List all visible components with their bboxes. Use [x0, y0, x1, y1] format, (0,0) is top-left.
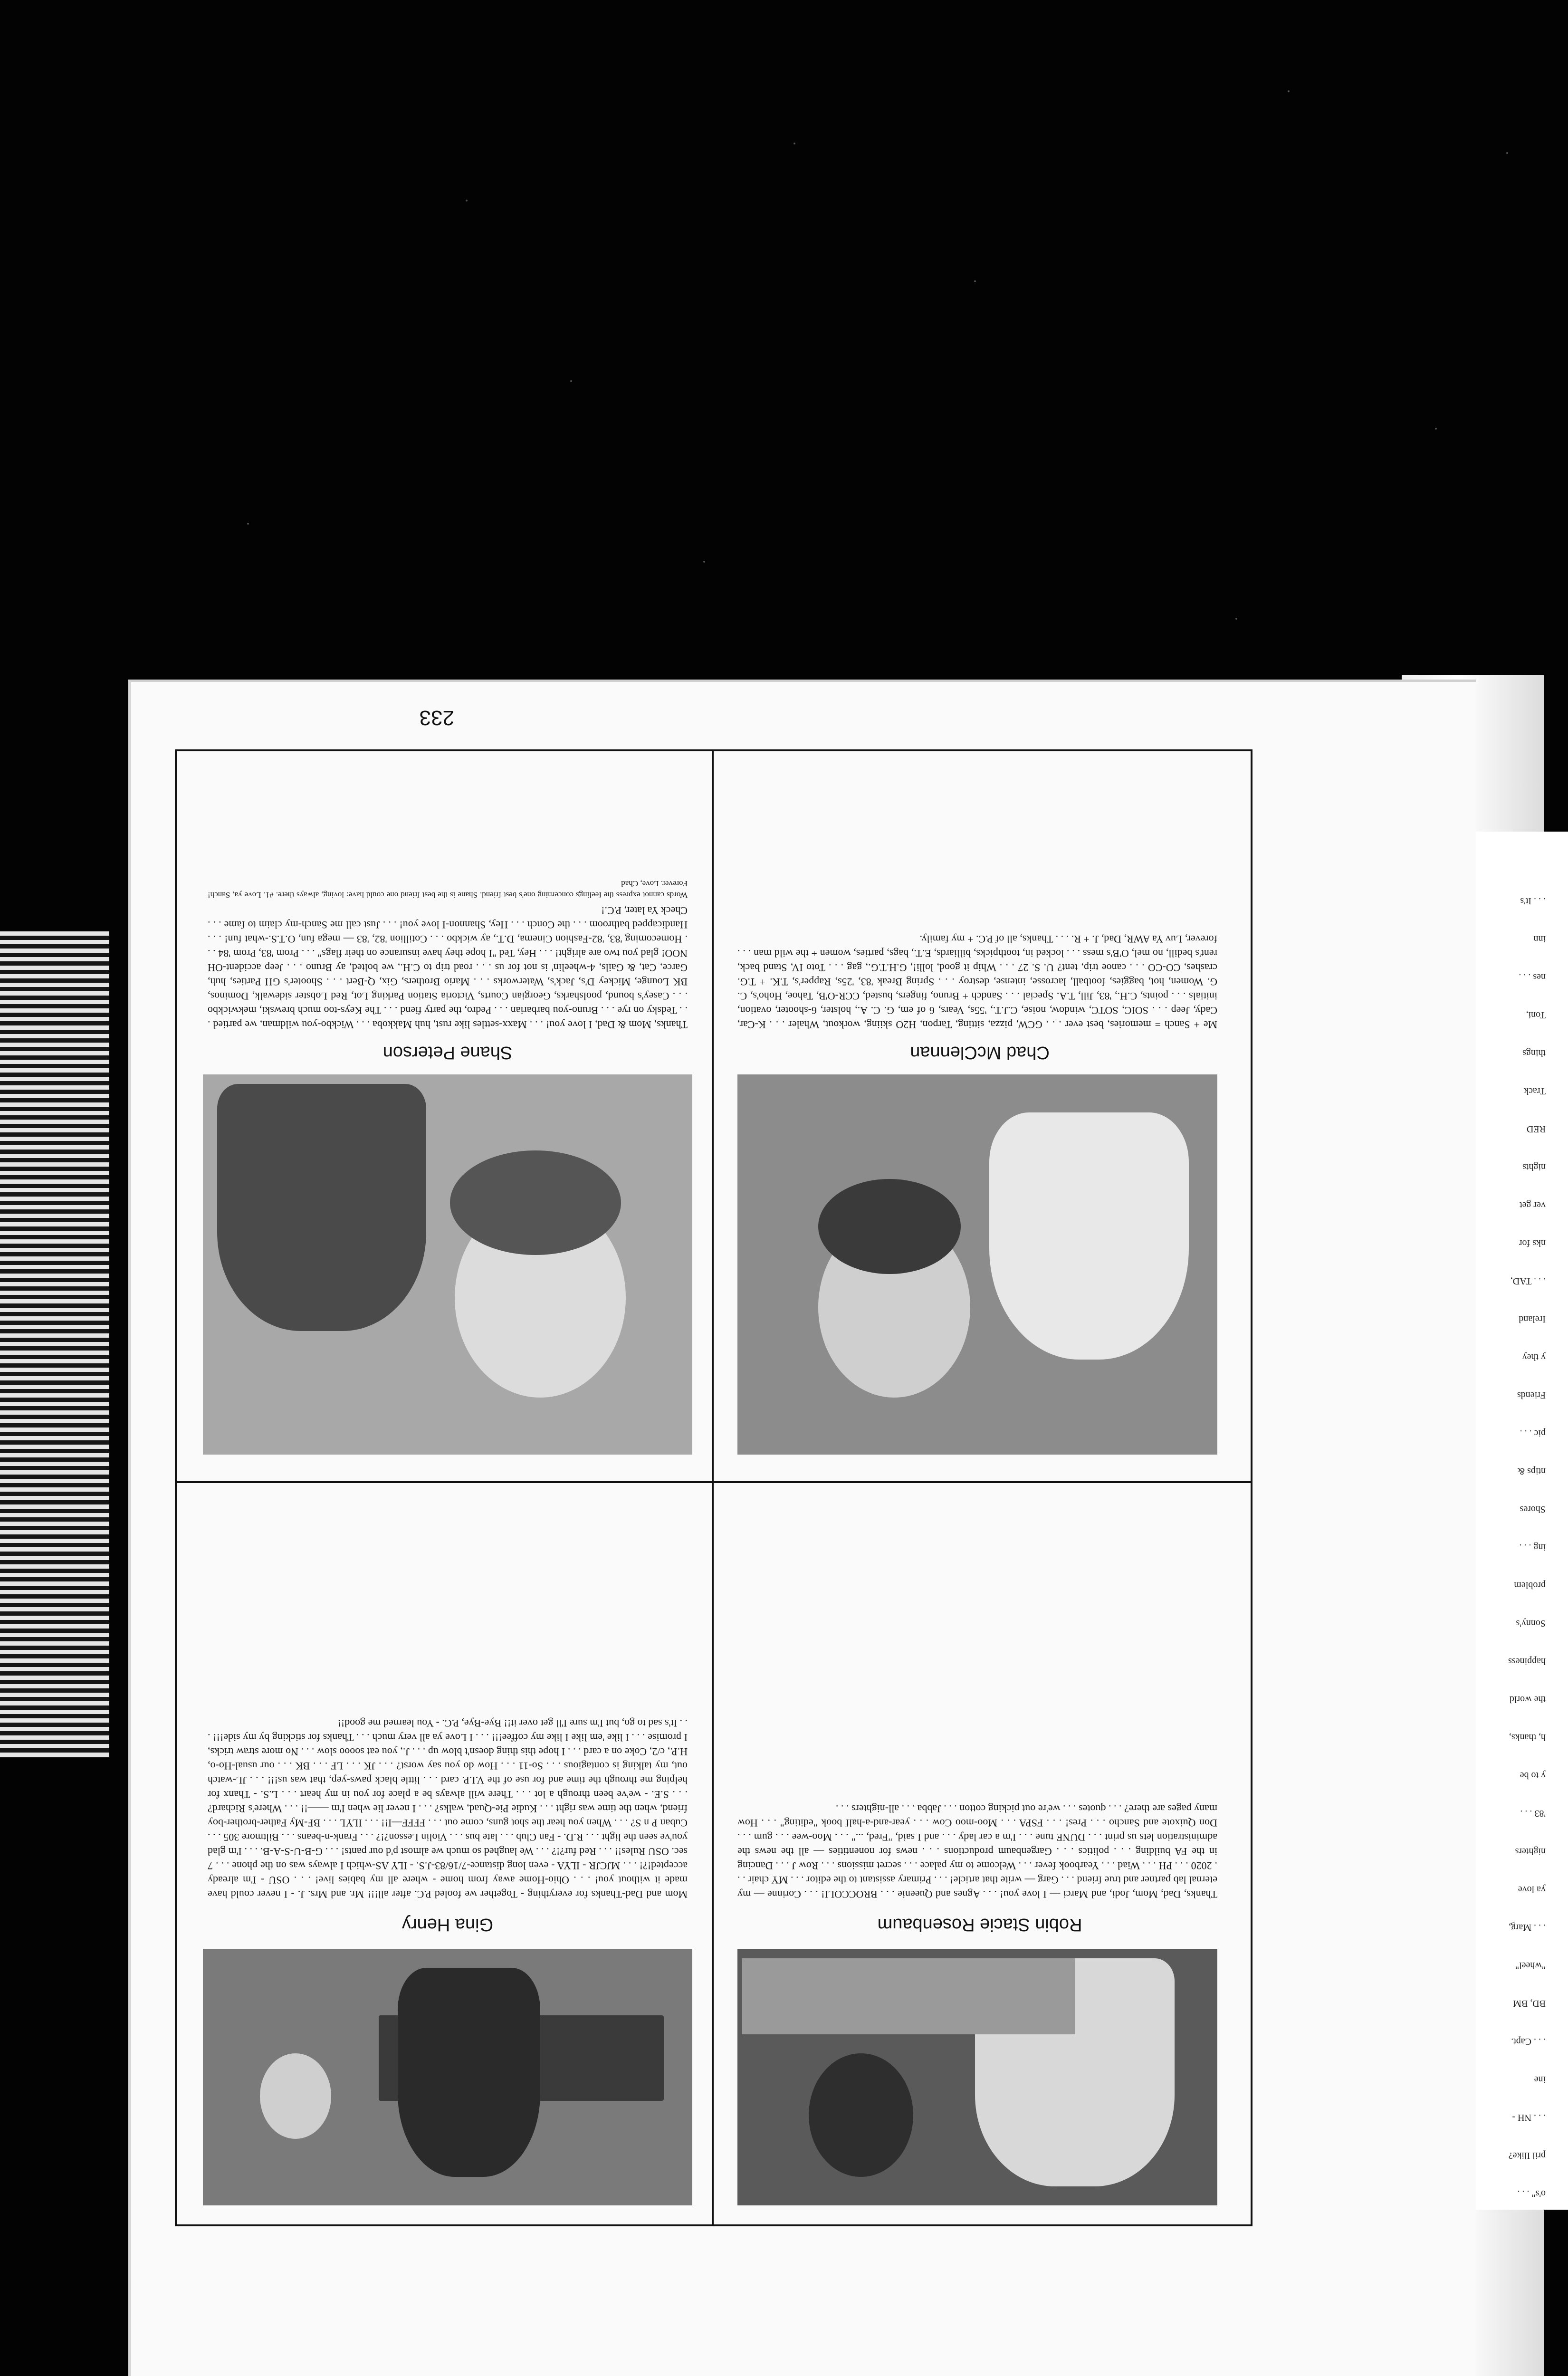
adjacent-page-fragment: ya love: [1518, 1884, 1546, 1895]
grid-divider-horizontal: [177, 1481, 1251, 1483]
adjacent-page-fragment: "wheel": [1515, 1960, 1546, 1971]
photo-chad: [203, 1074, 692, 1455]
scanner-edge-grill: [0, 931, 109, 1758]
adjacent-page-fragment: . . . Marg,: [1509, 1922, 1546, 1933]
photo-figure: [398, 1968, 540, 2177]
grid-divider-vertical: [712, 751, 714, 2224]
senior-blurb: Thanks, Dad, Mom, Jodi, and Marci — I love you! . . . Agnes and Queenie . . . BROCCOLI! . . . Corinne — my eternal lab partner and true friend . . . Garg — write that article! . . . Primary assistant to the editor . . . MY chair . . . 2020 . . . PH . . . Wiad . . . Yearbook fever . . . Welcome to my palace . . . secret missions . . . Row J . . . Dancing in the FA building . . . politics . . . Gargenbaum productions . . . news for nonentities — all the news the administration lets us print . . . DUNE tune . . . I'm a car lady . . . and I said, "Fred, ..." . . . Moo-wee . . . gum . . . Don Quixote and Sancho . . . Pres! . . . FSPA . . . Moo-moo Cow . . . year-and-a-half book "editing" . . . How many pages are there? . . . quotes . . . we're out picking cotton . . . Jabba . . . all-nighters . . .: [737, 1803, 1217, 1900]
adjacent-page-fragment: Track: [1524, 1086, 1546, 1096]
senior-name: Shane Peterson: [382, 1043, 513, 1063]
page-number: 233: [419, 706, 454, 729]
adjacent-page-fragment: '83 . . .: [1520, 1808, 1546, 1819]
senior-name: Gina Henry: [402, 1915, 494, 1935]
adjacent-page-fragment: RED: [1527, 1124, 1546, 1134]
adjacent-page-fragment: . . . It's: [1520, 896, 1546, 906]
photo-robin: [737, 1949, 1217, 2205]
dust-speck: [974, 280, 976, 282]
adjacent-page-fragment: ine: [1534, 2074, 1546, 2085]
dust-speck: [247, 523, 249, 525]
adjacent-page-fragment: ntips &: [1517, 1466, 1546, 1476]
dust-speck: [570, 380, 572, 382]
adjacent-page: [1473, 832, 1568, 2210]
senior-blurb: [208, 756, 688, 1032]
adjacent-page-fragment: nks for: [1519, 1238, 1546, 1248]
adjacent-page-fragment: y they: [1522, 1352, 1546, 1362]
senior-name: Chad McClennan: [910, 1043, 1050, 1063]
photo-hair: [450, 1150, 621, 1255]
adjacent-page-fragment: Ireland: [1519, 1314, 1546, 1324]
adjacent-page-fragment: ver get: [1520, 1200, 1546, 1210]
dust-speck: [703, 561, 705, 563]
adjacent-page-fragment: inn: [1533, 934, 1546, 944]
adjacent-page-fragment: . . . Capt.: [1511, 2036, 1546, 2047]
senior-name: Robin Stacie Rosenbaum: [877, 1915, 1082, 1935]
dust-speck: [1435, 428, 1437, 430]
adjacent-page-fragment: o's" . . .: [1517, 2188, 1546, 2199]
adjacent-page-fragment: Friends: [1517, 1390, 1546, 1400]
adjacent-page-fragment: h, thanks,: [1509, 1732, 1546, 1743]
photo-figure: [989, 1112, 1189, 1360]
dust-speck: [1288, 90, 1290, 92]
blurb-text: Thanks, Mom & Dad, I love you! . . . Maxx-settles like rust, huh Makkoba . . . Wickbo-you wildman, we partied . . . Tedsky on rye . . . Bruno-you barbarian . . . Pedro, the party fiend . . . The Keys-too much brewski, mekwickbo . . . Casey's bound, poolsharks, Georgian Courts, Victoria Station Parking Lot, Red Lobster sidewalk, Dominos, BK Lounge, Mickey D's, Jack's, Waterworks . . . Mario Brothers, Gix, Q-Bert . . . Shooter's GH Parties, huh, Garce, Cat, & Gails, 4-wheelin' is not for us . . . road trip to C.H., we bolted, ay Bruno . . . Jeep accident-OH NOO! glad you two are alright! . . . Hey, Ted "I hope they have insurance on their flags" . . . Prom '83, Prom '84 . . . Homecoming '83, '82-Fashion Cinema, D.T., ay wickbo . . . Cotillion '82, '83 — mega fun, O.T.S.-what fun! . . . Handicapped bathroom . . . the Conch . . . Hey, Shannon-I love you! . . . Just call me Sanch-my claim to fame . . . Check Ya later, P.C.!: [208, 905, 688, 1031]
photo-hair: [818, 1179, 961, 1274]
adjacent-page-fragment: pril Ilike?: [1508, 2150, 1546, 2161]
adjacent-page-fragment: Sonny's: [1516, 1618, 1546, 1629]
adjacent-page-fragment: BD, BM: [1513, 1998, 1546, 2009]
photo-face: [260, 2053, 331, 2139]
photo-counter: [742, 1958, 1075, 2034]
dust-speck: [1506, 152, 1508, 154]
photo-gina: [203, 1949, 692, 2205]
photo-shane: [737, 1074, 1217, 1455]
adjacent-page-fragment: . . . NH -: [1512, 2112, 1546, 2123]
dust-speck: [1235, 618, 1237, 620]
adjacent-page-fragment: pic . . .: [1520, 1428, 1546, 1438]
adjacent-page-fragment: problem: [1514, 1580, 1546, 1590]
upside-down-content: [131, 682, 1476, 2376]
yearbook-page: [128, 680, 1476, 2376]
adjacent-page-fragment: Shores: [1520, 1504, 1546, 1514]
adjacent-page-fragment: nights: [1522, 1162, 1546, 1172]
adjacent-page-fragment: ing . . .: [1519, 1542, 1546, 1552]
photo-figure: [217, 1084, 426, 1331]
adjacent-page-fragment: . . . TAD,: [1510, 1276, 1546, 1286]
photo-face: [809, 2053, 913, 2177]
adjacent-page-fragment: nes . . .: [1519, 972, 1546, 982]
dust-speck: [794, 143, 795, 144]
adjacent-page-fragment: Toni,: [1526, 1010, 1546, 1020]
adjacent-page-fragment: happiness: [1508, 1656, 1546, 1667]
adjacent-page-fragment: things: [1522, 1048, 1546, 1058]
adjacent-page-fragment: the world: [1509, 1694, 1546, 1705]
adjacent-page-fragment: nighters: [1515, 1846, 1546, 1857]
adjacent-page-fragment: y to be: [1520, 1770, 1546, 1781]
dust-speck: [466, 200, 468, 201]
blurb-credit: Words cannot express the feelings concerning one's best friend. Shane is the best friend one could have: loving, always there. #1. Love ya, Sanch! Forever. Love, Chad: [208, 879, 688, 900]
senior-blurb: Me + Sanch = memories, best ever . . . GCW, pizza, sitting, Tarpon, H2O skiing, workout, Whaler . . . K-Car, Cady, Jeep . . . SOIC, SOTC, window, noise, C.J.T., '55s, Vears, 6 of em, G. C. A., holster, 6-shooter, ovation, initials . . . points, C.H., '83, Jill, T.A. Special . . . Sandch + Bruno, fingers, busted, CCR-O'B, Tahoe, Hoho's, C. G. Women, hot, baggies, football, lacrosse, intense, destroy . . . Spring Break '83, '25s, Rapper's, T.K. + T.G. crashes, CO-CO . . . canoe trip, tent? U. S. 27 . . . Whip it good, lolli!, G.H.T.G., gag . . . Toto IV, Stand back, rent's bedill, no mel, O'B's mess . . . locked in, toothpicks, billiards, E.T., bags, parties, women + the wild man . . . forever, Luv Ya AWR, Dad, J. + R. . . . Thanks, all of P.C. + my family.: [737, 933, 1217, 1031]
senior-grid: [175, 749, 1252, 2226]
senior-blurb: Mom and Dad-Thanks for everything - Together we fooled P.C. after all!!! Mr. and Mrs. J. - I never could have made it without you! . . . Ohio-Home away from home - where all my babies live! . . . OSU - I'm already accepted!?! . . . MJCJR - ILYA - even long distance-7/16/83-J.S. - ILY AS-which I always was on the phone . . . 7 sec. OSU Rules!! . . . Red fur?!? . . . We laughed so much we almost p'd our pants! . . . G-B-U-S-A-B. . . . I'm glad you've seen the light . . . R.D. - Fan Club . . . late bus . . . Violin Lesson?!? . . . Frank-n-beans . . . Biltmore 305 . . . Cuban P n S? . . . When you hear the shot guns, come out . . . FFFF—I!! . . . ILYL . . . BF-My Father-brother-boy friend, when the time was right . . . Kudie Pie-Quad, walks? . . . I never lie when I'm ——!! . . . Where's Richard? . . . S.E. - we've been through a lot . . . There will always be a place for you in my heart . . . L.S. - Thanx for helping me through the time and for use of the V.I.P. card . . . little black paws-yep, that was us!!! . . . JL-watch out, my talking is contagious . . . So-11 . . . How do you say worst? . . . JK . . . LF . . . BK . . . our usual-Ho-o, H.P., c/2, Coke on a card . . . I hope this thing doesn't blow up . . . J., you eat soooo slow . . . No more straw tricks, I promise . . . I like 'em like I like my coffee!!! . . . I Love ya all very much . . . Thanks for sticking by my side!!! . . . It's sad to go, but I'm sure I'll get over it!! Bye-Bye, P.C. - You learned me good!!: [208, 1717, 688, 1900]
